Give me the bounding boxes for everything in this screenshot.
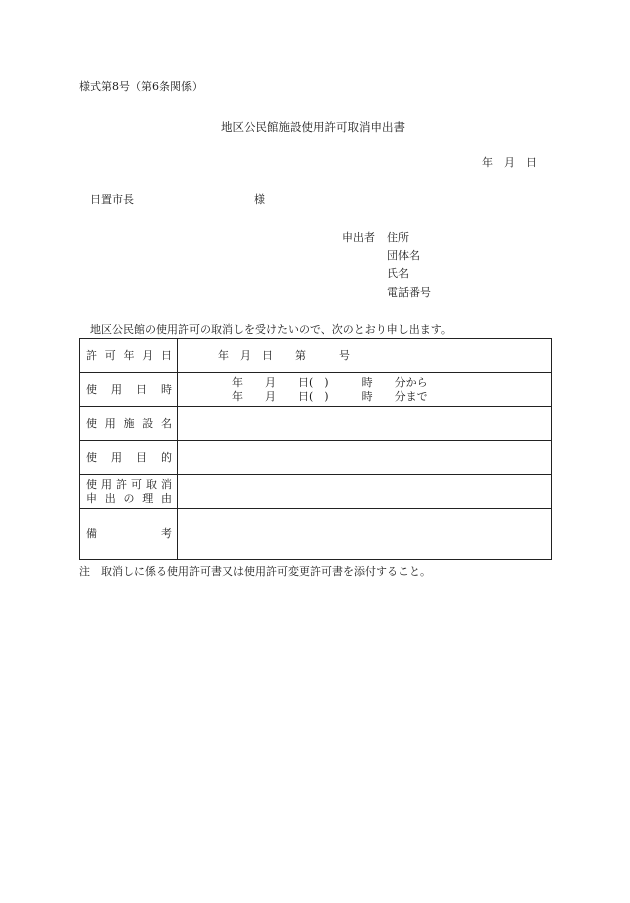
applicant-heading: 申出者	[342, 231, 375, 244]
form-number: 様式第8号（第6条関係）	[79, 80, 203, 93]
permit-date-value: 年 月 日 第 号	[218, 349, 350, 362]
permit-date-label: 許可年月日	[86, 349, 172, 362]
date-line: 年 月 日	[482, 156, 537, 169]
applicant-phone-label: 電話番号	[387, 286, 431, 299]
applicant-address-label: 住所	[387, 231, 409, 244]
addressee-name: 日置市長	[90, 193, 134, 206]
table-row-use-datetime	[80, 373, 551, 407]
addressee-honorific: 様	[254, 193, 265, 206]
table-row-purpose	[80, 441, 551, 475]
use-datetime-start: 年 月 日( ) 時 分から	[232, 376, 428, 389]
use-datetime-end: 年 月 日( ) 時 分まで	[232, 390, 428, 403]
table-row-facility-name	[80, 407, 551, 441]
applicant-name-label: 氏名	[387, 267, 409, 280]
table-row-permit-date	[80, 339, 551, 373]
remarks-label: 備考	[86, 527, 172, 540]
document-title: 地区公民館施設使用許可取消申出書	[221, 120, 405, 134]
table-row-reason	[80, 475, 551, 509]
applicant-group-label: 団体名	[387, 249, 420, 262]
reason-label-line1: 使用許可取消	[86, 478, 172, 491]
use-datetime-label: 使用日時	[86, 383, 172, 396]
facility-name-label: 使用施設名	[86, 417, 172, 430]
reason-label-line2: 申出の理由	[86, 492, 172, 505]
intro-text: 地区公民館の使用許可の取消しを受けたいので、次のとおり申し出ます。	[90, 323, 452, 336]
purpose-label: 使用目的	[86, 451, 172, 464]
table-row-remarks	[80, 509, 551, 559]
application-table	[79, 338, 552, 560]
attachment-note: 注 取消しに係る使用許可書又は使用許可変更許可書を添付すること。	[79, 565, 431, 578]
